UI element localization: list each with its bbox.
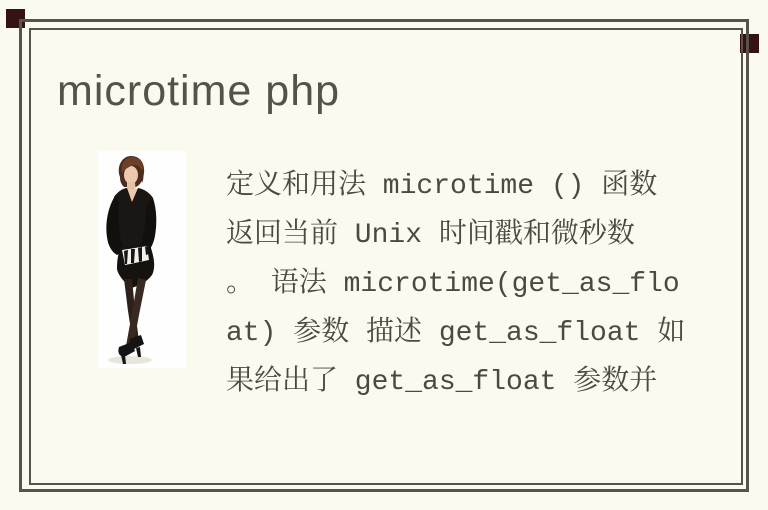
text-line-4: at) 参数 描述 get_as_float 如 xyxy=(226,318,686,349)
page-title: microtime php xyxy=(57,67,341,115)
text-line-2: 返回当前 Unix 时间戳和微秒数 xyxy=(226,220,635,251)
article-text xyxy=(226,162,686,407)
text-line-3: 。 语法 microtime(get_as_flo xyxy=(226,269,680,300)
woman-illustration xyxy=(98,151,186,368)
woman-photo xyxy=(98,151,186,368)
text-line-1: 定义和用法 microtime () 函数 xyxy=(226,171,658,202)
text-line-5: 果给出了 get_as_float 参数并 xyxy=(226,367,658,398)
